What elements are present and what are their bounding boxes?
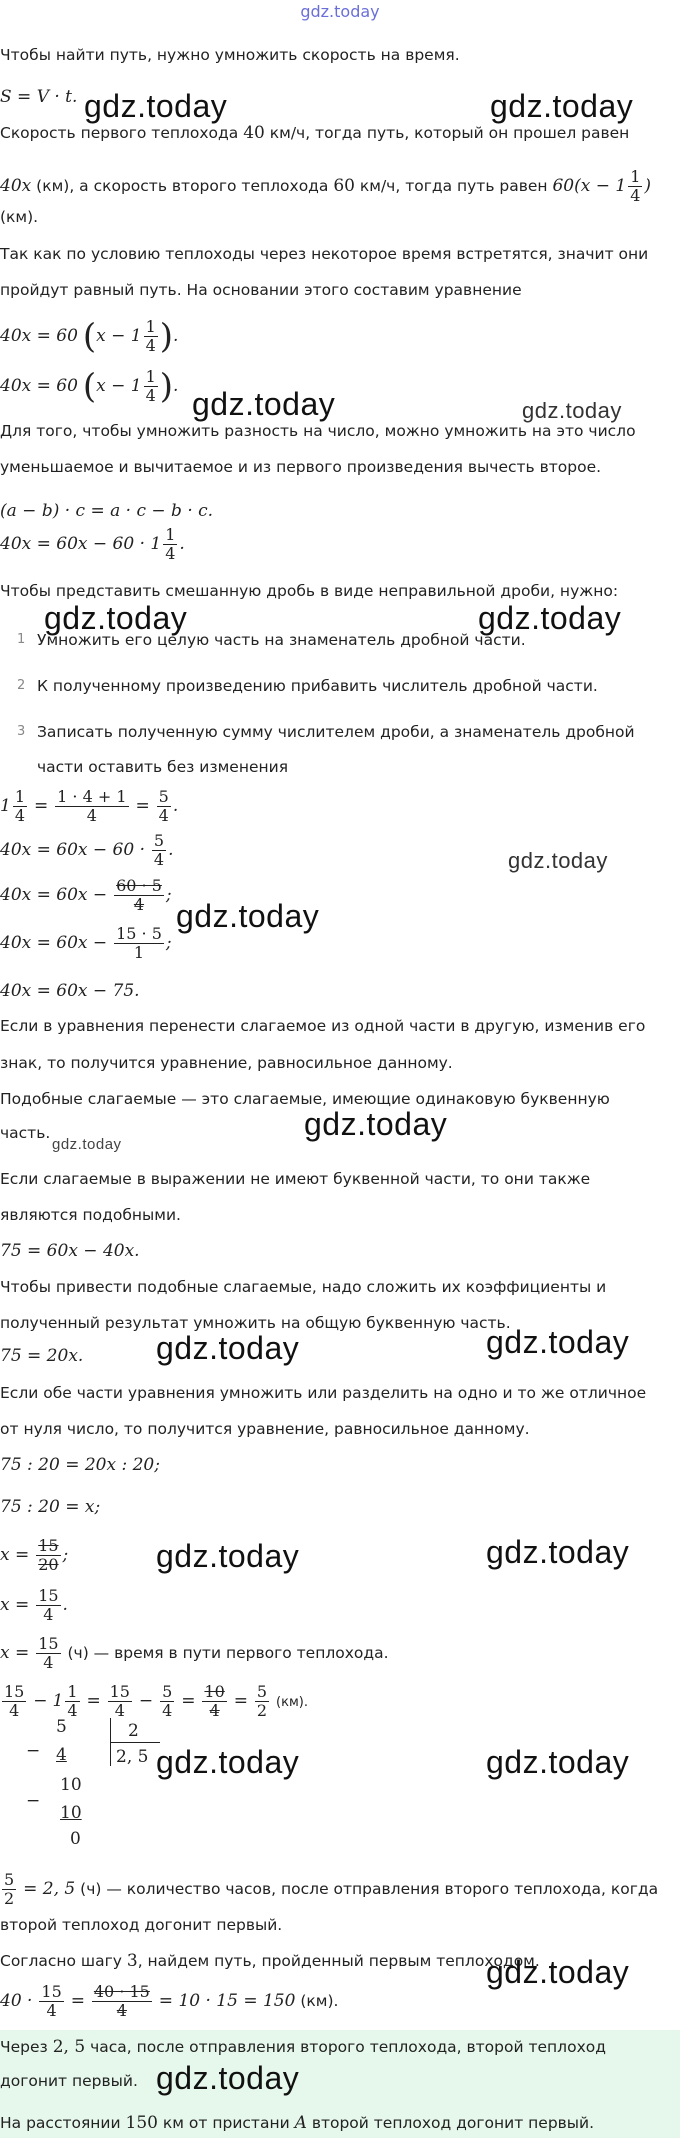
divisor: 2 (128, 1721, 139, 1741)
numerator: 15 · 5 (116, 924, 162, 943)
text-line: часть. (0, 1124, 51, 1142)
fraction (144, 368, 158, 405)
path-2-close: ) (644, 176, 652, 196)
numerator: 5 (4, 1870, 15, 1889)
numerator: 1 (165, 525, 176, 544)
numerator: 40 · 15 (93, 1982, 150, 2001)
text-span: (км). (276, 1695, 308, 1710)
numerator: 5 (162, 1682, 173, 1701)
watermark: gdz.today (44, 600, 188, 636)
denominator: 2 (4, 1889, 15, 1908)
text-span: км/ч, тогда путь равен (359, 177, 548, 195)
dot: . (173, 376, 179, 396)
watermark: gdz.today (522, 398, 622, 423)
equation-9: 75 = 60x − 40x. (0, 1241, 140, 1261)
eq-text: = 2, 5 (23, 1879, 76, 1899)
numerator: 10 (204, 1682, 225, 1701)
numerator: 15 (109, 1682, 130, 1701)
watermark: gdz.today (508, 848, 608, 873)
denominator: 4 (36, 1653, 60, 1672)
watermark: gdz.today (486, 1954, 630, 1990)
fraction (36, 1635, 60, 1672)
subtrahend: 10 (60, 1803, 82, 1823)
watermark: gdz.today (486, 1324, 630, 1360)
dividend: 5 (56, 1717, 67, 1737)
eq-inner: x − 1 (96, 326, 142, 346)
text-span: На расстоянии (0, 2114, 121, 2132)
watermark: gdz.today (84, 88, 228, 124)
paren: ( (82, 366, 97, 407)
numerator: 1 (145, 317, 156, 336)
denominator: 4 (108, 1701, 132, 1720)
equals: = (181, 1691, 196, 1711)
numerator: 1 (67, 1682, 78, 1701)
watermark: gdz.today (156, 1538, 300, 1574)
list-item: части оставить без изменения (37, 758, 289, 776)
fraction (39, 1983, 63, 2020)
denominator: 4 (67, 1701, 78, 1720)
numerator: 1 · 4 + 1 (57, 787, 127, 806)
fraction (2, 1871, 16, 1908)
numerator: 15 (4, 1682, 25, 1701)
equation-mixed (0, 784, 672, 828)
numerator: 60 · 5 (116, 876, 162, 895)
text-span: км/ч, тогда путь, который он прошел равен (269, 124, 630, 142)
text-span: Скорость первого теплохода (0, 124, 239, 142)
denominator: 4 (165, 544, 176, 563)
eq-text: x = (0, 1595, 30, 1615)
eq-text: = 10 · 15 = 150 (158, 1991, 296, 2011)
text-line: пройдут равный путь. На основании этого составим уравнение (0, 281, 522, 299)
eq-left: 40x = 60 (0, 376, 78, 396)
equation-6 (0, 872, 672, 918)
path-calc (0, 1978, 672, 2024)
numerator: 15 (41, 1982, 62, 2001)
eq-text: 40x = 60x − 60 · (0, 840, 145, 860)
denominator: 4 (145, 336, 156, 355)
whole-part: 1 (52, 1691, 64, 1711)
fraction (202, 1683, 226, 1720)
equation-14 (0, 1582, 672, 1628)
answer-line: догонит первый. (0, 2072, 138, 2090)
watermark: gdz.today (176, 898, 320, 934)
fraction (152, 832, 166, 869)
list-item: К полученному произведению прибавить числитель дробной части. (37, 677, 598, 695)
text-span: , найдем путь, пройденный первым теплоходом. (137, 1952, 540, 1970)
minus: − (26, 1741, 41, 1761)
path-2: 60(x − 1 (552, 176, 627, 196)
text-span: Через (0, 2038, 48, 2056)
fraction (157, 788, 171, 825)
numerator: 5 (153, 831, 165, 850)
denominator: 4 (2, 1701, 26, 1720)
numerator: 15 (38, 1536, 59, 1555)
text-line: Для того, чтобы умножить разность на число, можно умножить на это число (0, 422, 636, 440)
text-span: часа, после отправления второго теплохода, второй теплоход (90, 2038, 606, 2056)
minus: − (33, 1691, 48, 1711)
watermark: gdz.today (478, 600, 622, 636)
fraction (160, 1683, 174, 1720)
watermark: gdz.today (486, 1744, 630, 1780)
equation-3 (0, 524, 672, 564)
paren: ) (159, 316, 174, 357)
step-number: 3 (126, 1951, 138, 1971)
semicolon: ; (62, 1545, 69, 1565)
watermark: gdz.today (486, 1534, 630, 1570)
watermark: gdz.today (156, 2060, 300, 2096)
numerator: 1 (14, 787, 26, 806)
numerator: 15 (38, 1586, 59, 1605)
eq-text: x = (0, 1545, 30, 1565)
watermark: gdz.today (304, 1106, 448, 1142)
paren: ) (159, 366, 174, 407)
text-line: Чтобы представить смешанную дробь в виде неправильной дроби, нужно: (0, 582, 619, 600)
numerator: 1 (630, 167, 641, 186)
text-line: Если в уравнения перенести слагаемое из одной части в другую, изменив его (0, 1017, 646, 1035)
eq-text: 40x = 60x − (0, 885, 108, 905)
semicolon: ; (165, 933, 172, 953)
text-line: Чтобы привести подобные слагаемые, надо сложить их коэффициенты и (0, 1278, 607, 1296)
text-line (0, 122, 672, 144)
denominator: 20 (38, 1555, 59, 1574)
eq-text: 40x = 60x − 60 · 1 (0, 534, 162, 554)
denominator: 4 (145, 386, 156, 405)
dot: . (172, 796, 179, 816)
text-span: (км). (300, 1992, 339, 2010)
fraction (92, 1983, 152, 2020)
text-line: уменьшаемое и вычитаемое и из первого произведения вычесть второе. (0, 458, 602, 476)
text-line: Если слагаемые в выражении не имеют буквенной части, то они также (0, 1170, 591, 1188)
equation-10: 75 = 20x. (0, 1346, 84, 1366)
list-number: 1 (17, 632, 26, 647)
formula-svt: S = V · t. (0, 87, 78, 107)
watermark: gdz.today (156, 1330, 300, 1366)
semicolon: ; (165, 885, 172, 905)
answer-distance: 150 (125, 2113, 158, 2133)
equals: = (70, 1991, 85, 2011)
dot: . (173, 326, 179, 346)
denominator: 4 (92, 2001, 152, 2020)
equation-7 (0, 920, 672, 966)
text-span: км от пристани (162, 2114, 290, 2132)
fraction (36, 1537, 60, 1574)
watermark: gdz.today (192, 386, 336, 422)
denominator: 2 (256, 1701, 268, 1720)
numerator: 5 (256, 1682, 268, 1701)
denominator: 4 (162, 1701, 173, 1720)
eq-inner: x − 1 (96, 376, 142, 396)
remainder: 10 (60, 1775, 82, 1795)
numerator: 15 (38, 1634, 59, 1653)
denominator: 4 (114, 895, 164, 914)
paren: ( (82, 316, 97, 357)
answer-pier: A (294, 2113, 307, 2133)
eq-text: x = (0, 1643, 30, 1663)
text-line: полученный результат умножить на общую буквенную часть. (0, 1314, 511, 1332)
text-span: (ч) — время в пути первого теплохода. (67, 1644, 389, 1662)
equals: = (233, 1691, 248, 1711)
answer-line (0, 2036, 672, 2058)
fraction (114, 925, 164, 962)
equation-15 (0, 1630, 672, 1676)
speed-1: 40 (243, 123, 265, 143)
denominator: 4 (39, 2001, 63, 2020)
text-line: Если обе части уравнения умножить или разделить на одно и то же отличное (0, 1384, 647, 1402)
fraction (255, 1683, 269, 1720)
denominator: 4 (630, 186, 641, 205)
fraction (2, 1683, 26, 1720)
text-line: Подобные слагаемые — это слагаемые, имеющие одинаковую буквенную (0, 1090, 610, 1108)
formula-distributive: (a − b) · c = a · c − b · c. (0, 501, 214, 521)
equation-12: 75 : 20 = x; (0, 1497, 101, 1517)
minus: − (26, 1791, 41, 1811)
quotient: 2, 5 (116, 1747, 149, 1767)
equation-11: 75 : 20 = 20x : 20; (0, 1455, 160, 1475)
denominator: 4 (55, 806, 128, 825)
text-span: Согласно шагу (0, 1952, 122, 1970)
text-span: второй теплоход догонит первый. (311, 2114, 595, 2132)
minus: − (138, 1691, 154, 1711)
text-line: Так как по условию теплоходы через некоторое время встретятся, значит они (0, 245, 649, 263)
fraction (65, 1683, 79, 1720)
text-span: (ч) — количество часов, после отправления второго теплохода, когда (80, 1880, 659, 1898)
site-logo[interactable]: gdz.today (300, 2, 380, 21)
fraction (36, 1587, 60, 1624)
equals: = (86, 1691, 101, 1711)
remainder: 0 (70, 1829, 81, 1849)
fraction (114, 877, 164, 914)
text-line: знак, то получится уравнение, равносильное данному. (0, 1054, 453, 1072)
fraction (55, 788, 128, 825)
eq-left: 40x = 60 (0, 326, 78, 346)
speed-2: 60 (333, 176, 355, 196)
denominator: 1 (114, 943, 164, 962)
text-line: Чтобы найти путь, нужно умножить скорость на время. (0, 46, 460, 64)
text-span: (км), а скорость второго теплохода (36, 177, 329, 195)
path-1: 40x (0, 176, 32, 196)
dot: . (62, 1595, 68, 1615)
fraction (163, 526, 177, 563)
text-line: от нуля число, то получится уравнение, равносильное данному. (0, 1420, 530, 1438)
fraction (144, 318, 158, 355)
text-line: (км). (0, 208, 39, 226)
denominator: 4 (202, 1701, 226, 1720)
dot: . (168, 840, 174, 860)
denominator: 4 (158, 806, 169, 825)
denominator: 4 (36, 1605, 60, 1624)
denominator: 4 (14, 806, 26, 825)
watermark: gdz.today (52, 1136, 122, 1153)
list-item: Умножить его целую часть на знаменатель дробной части. (37, 631, 526, 649)
list-number: 3 (17, 724, 26, 739)
fraction (628, 168, 642, 205)
whole-part: 1 (0, 796, 11, 816)
numerator: 1 (145, 367, 156, 386)
watermark: gdz.today (490, 88, 634, 124)
equation-1 (0, 314, 672, 359)
answer-time: 2, 5 (52, 2037, 86, 2057)
denominator: 4 (153, 850, 165, 869)
subtrahend: 4 (56, 1745, 67, 1765)
text-line (0, 166, 672, 206)
fraction (108, 1683, 132, 1720)
fraction (13, 788, 27, 825)
watermark: gdz.today (156, 1744, 300, 1780)
list-item: Записать полученную сумму числителем дроби, а знаменатель дробной (37, 723, 635, 741)
list-number: 2 (17, 678, 26, 693)
eq-text: 40 · (0, 1991, 33, 2011)
equation-8: 40x = 60x − 75. (0, 981, 140, 1001)
answer-line (0, 2112, 672, 2134)
dot: . (179, 534, 185, 554)
equals: = (135, 796, 150, 816)
numerator: 5 (158, 787, 169, 806)
result-line (0, 1866, 672, 1912)
eq-text: 40x = 60x − (0, 933, 108, 953)
equals: = (33, 796, 49, 816)
text-line: второй теплоход догонит первый. (0, 1916, 283, 1934)
text-line: являются подобными. (0, 1206, 181, 1224)
